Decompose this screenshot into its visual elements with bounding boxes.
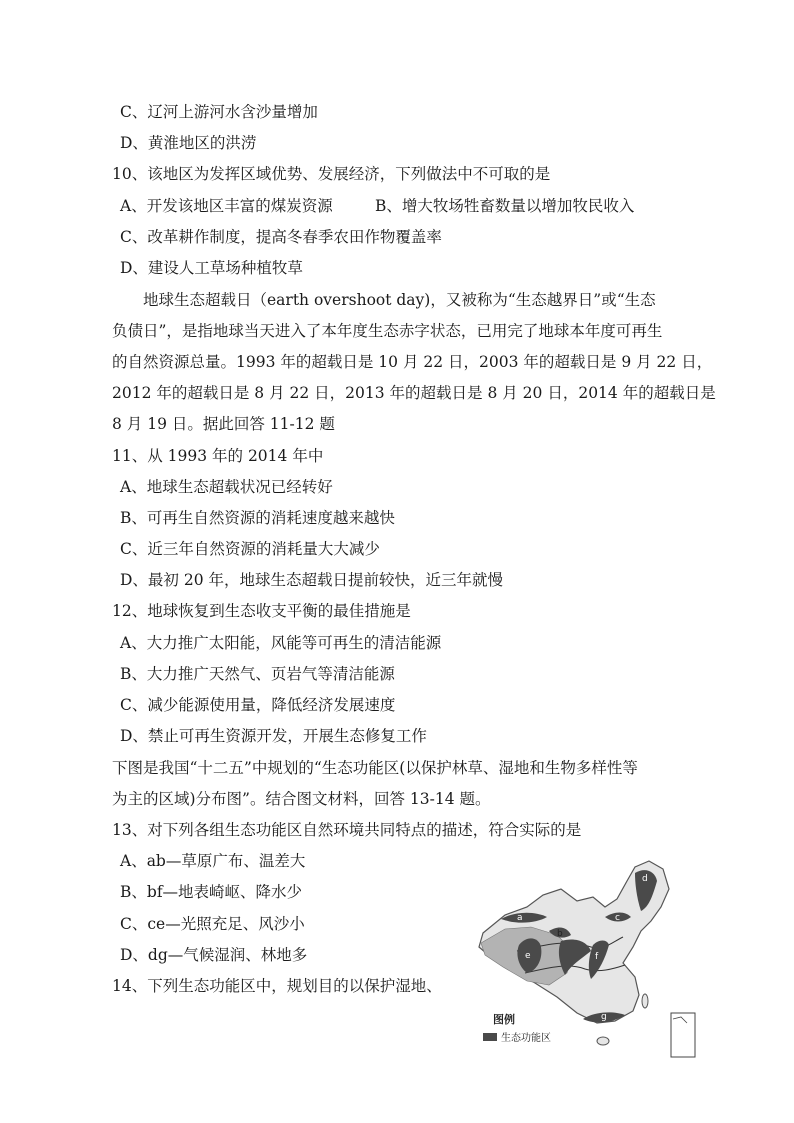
legend-swatch [483,1033,497,1041]
option-13c: C、ce—光照充足、风沙小 [120,915,305,933]
region-label-b: b [557,929,563,939]
option-12c: C、减少能源使用量，降低经济发展速度 [120,696,396,714]
question-13: 13、对下列各组生态功能区自然环境共同特点的描述，符合实际的是 [112,821,582,839]
passage-line-4: 2012 年的超载日是 8 月 22 日，2013 年的超载日是 8 月 20 日，2014 年的超载日是 [112,384,716,402]
question-11: 11、从 1993 年的 2014 年中 [112,447,324,465]
option-10d: D、建设人工草场种植牧草 [120,259,303,277]
option-10c: C、改革耕作制度，提高冬春季农田作物覆盖率 [120,228,442,246]
passage-line-3: 的自然资源总量。1993 年的超载日是 10 月 22 日，2003 年的超载日是 9 月 22 日， [112,353,713,371]
option-11c: C、近三年自然资源的消耗量大大减少 [120,540,380,558]
option-12d: D、禁止可再生资源开发，开展生态修复工作 [120,727,427,745]
option-11b: B、可再生自然资源的消耗速度越来越快 [120,509,395,527]
question-14: 14、下列生态功能区中，规划目的以保护湿地、 [112,977,442,995]
hainan-island [597,1037,609,1045]
region-label-a: a [517,913,523,923]
region-label-f: f [595,952,599,962]
option-12a: A、大力推广太阳能，风能等可再生的清洁能源 [120,634,442,652]
option-13b: B、bf—地表崎岖、降水少 [120,883,303,901]
region-label-e: e [525,951,531,961]
region-label-c: c [615,913,620,923]
question-10: 10、该地区为发挥区域优势、发展经济，下列做法中不可取的是 [112,165,551,183]
option-13a: A、ab—草原广布、温差大 [120,852,306,870]
region-label-g: g [601,1012,607,1022]
passage-line-2: 负债日”，是指地球当天进入了本年度生态赤字状态，已用完了地球本年度可再生 [112,322,663,340]
passage-line-1: 地球生态超载日（earth overshoot day)，又被称为“生态越界日”或“生态 [143,291,656,309]
option-12b: B、大力推广天然气、页岩气等清洁能源 [120,665,395,683]
option-11a: A、地球生态超载状况已经转好 [120,478,333,496]
region-label-d: d [642,874,648,884]
option-9d: D、黄淮地区的洪涝 [120,134,257,152]
option-10a: A、开发该地区丰富的煤炭资源 [120,197,333,215]
option-10b: B、增大牧场牲畜数量以增加牧民收入 [375,197,635,215]
question-12: 12、地球恢复到生态收支平衡的最佳措施是 [112,602,411,620]
intro-line-2: 为主的区域)分布图”。结合图文材料，回答 13-14 题。 [112,790,491,808]
option-13d: D、dg—气候湿润、林地多 [120,946,308,964]
intro-line-1: 下图是我国“十二五”中规划的“生态功能区(以保护林草、湿地和生物多样性等 [112,759,638,777]
option-9c: C、辽河上游河水含沙量增加 [120,103,318,121]
passage-line-5: 8 月 19 日。据此回答 11-12 题 [112,415,335,433]
legend-title: 图例 [493,1013,515,1026]
option-11d: D、最初 20 年，地球生态超载日提前较快，近三年就慢 [120,571,504,589]
south-sea-inset [671,1013,695,1057]
china-map-figure [465,855,697,1060]
taiwan-island [642,994,648,1008]
ecological-function-zone-map [465,855,697,1060]
legend-label: 生态功能区 [501,1033,551,1044]
